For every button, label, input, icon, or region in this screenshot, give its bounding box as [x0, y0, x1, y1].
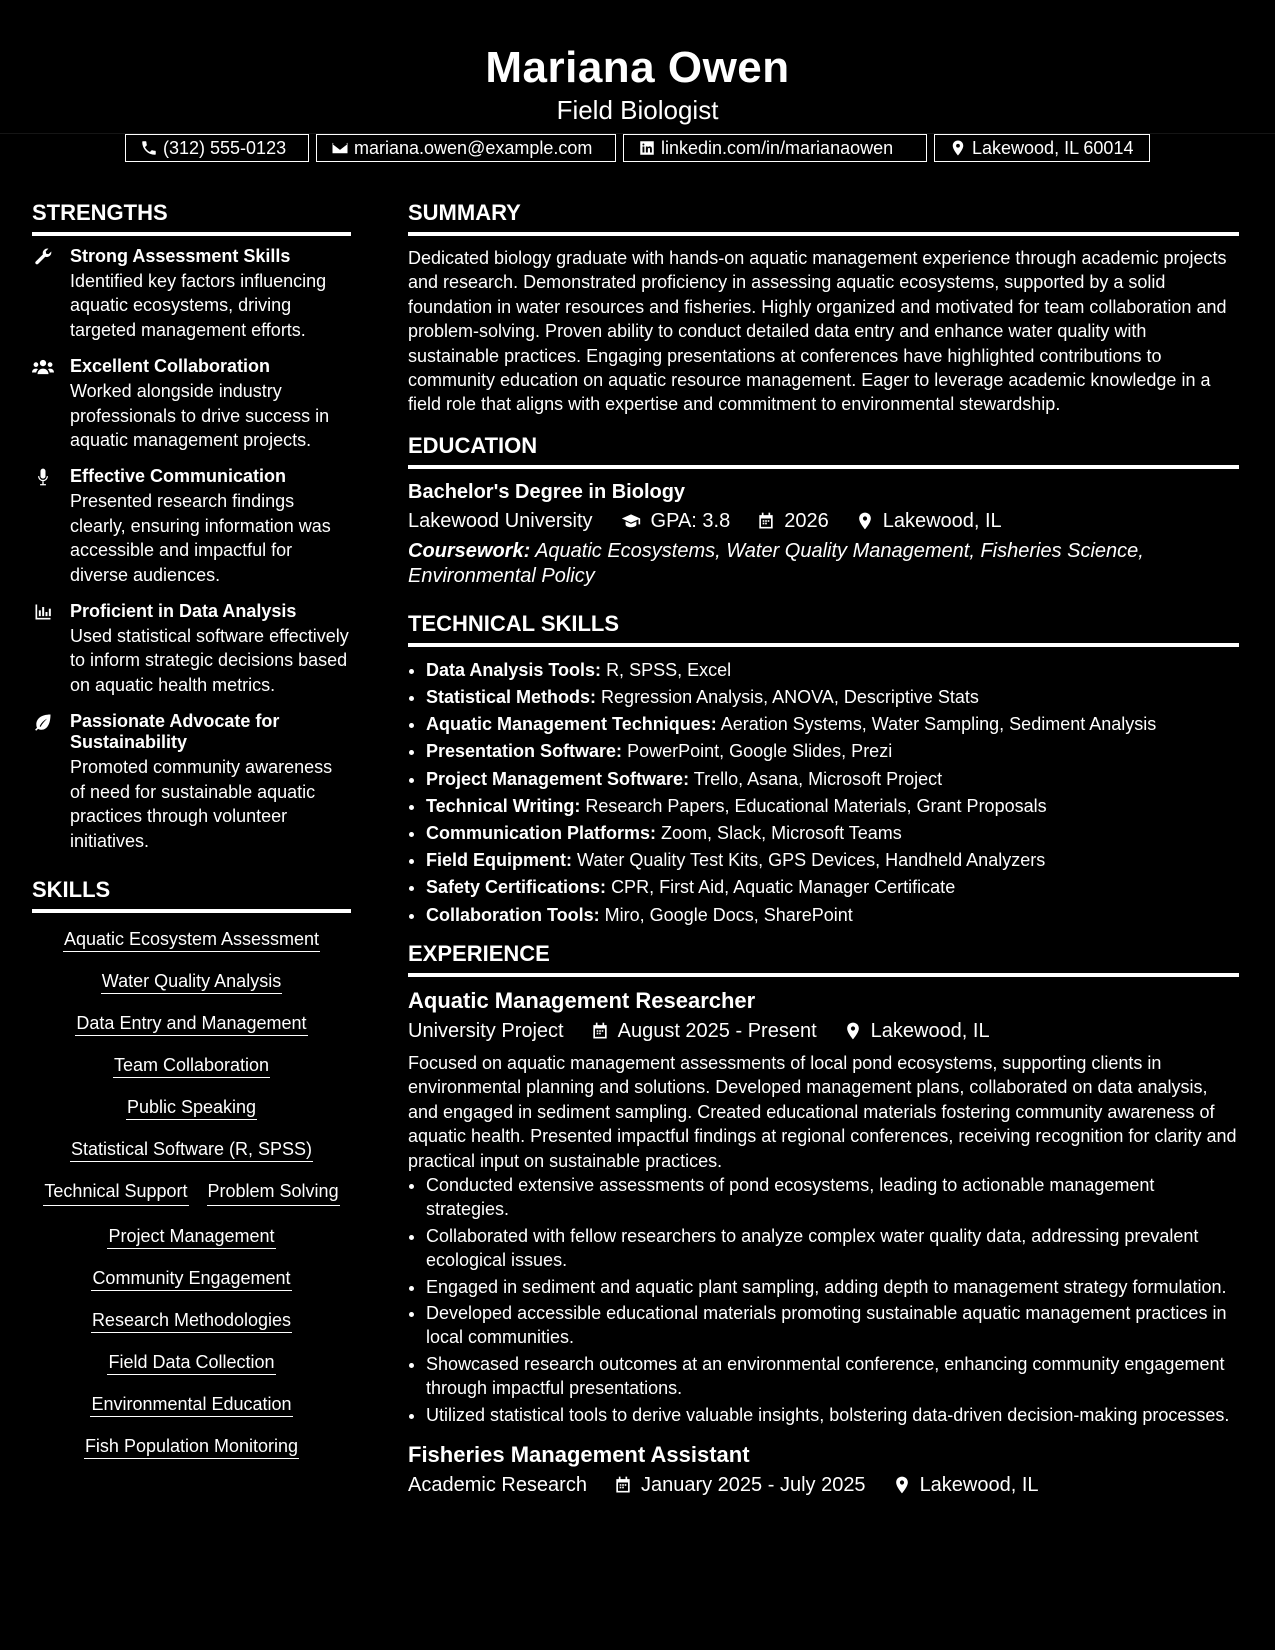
strength-item [32, 711, 351, 853]
calendar-icon [756, 511, 776, 531]
list-item: • Safety Certifications: CPR, First Aid, Aquatic Manager Certificate [426, 874, 1239, 901]
list-item: • Collaborated with fellow researchers to analyze complex water quality data, addressing prevalent ecological issues. [426, 1224, 1239, 1273]
map-pin-icon [892, 1475, 912, 1495]
job-bullets [408, 1173, 1239, 1427]
job-meta [408, 1017, 1239, 1045]
graduation-year: 2026 [784, 509, 829, 532]
contact-email[interactable] [316, 134, 616, 162]
strengths-heading: STRENGTHS [32, 200, 351, 236]
candidate-name: Mariana Owen [485, 43, 790, 92]
technical-skills-heading: TECHNICAL SKILLS [408, 611, 1239, 647]
list-item: • Developed accessible educational materials promoting sustainable aquatic management practices in local communities. [426, 1301, 1239, 1350]
skill-tag: Public Speaking [126, 1097, 257, 1120]
linkedin-icon [638, 139, 656, 157]
list-item: • Communication Platforms: Zoom, Slack, Microsoft Teams [426, 820, 1239, 847]
job-description: Focused on aquatic management assessments of local pond ecosystems, supporting clients in environmental planning and solutions. Developed management plans, collaborated on data analysis, and engaged in sediment sampling. Created educational materials fostering community awareness of aquatic health. Presented impactful findings at regional conferences, receiving recognition for clarity and practical input on sustainable practices. [408, 1052, 1237, 1171]
job-location: Lakewood, IL [870, 1019, 990, 1042]
degree-title: Bachelor's Degree in Biology [408, 480, 686, 503]
list-item: • Utilized statistical tools to derive valuable insights, bolstering data-driven decision-making processes. [426, 1403, 1239, 1427]
strength-desc: Presented research findings clearly, ensuring information was accessible and impactful for diverse audiences. [70, 491, 331, 585]
skill-tag: Water Quality Analysis [101, 971, 282, 994]
gpa-text: GPA: 3.8 [650, 509, 731, 532]
skill-tag: Project Management [107, 1226, 275, 1249]
education-heading: EDUCATION [408, 433, 1239, 469]
skill-tag: Team Collaboration [113, 1055, 270, 1078]
map-pin-icon [949, 139, 967, 157]
contact-bar [0, 134, 1275, 162]
summary-heading: SUMMARY [408, 200, 1239, 236]
list-item: • Collaboration Tools: Miro, Google Docs, SharePoint [426, 902, 1239, 929]
list-item: • Conducted extensive assessments of pond ecosystems, leading to actionable management strategies. [426, 1173, 1239, 1222]
skill-tag: Research Methodologies [91, 1310, 292, 1333]
list-item: • Engaged in sediment and aquatic plant sampling, adding depth to management strategy formulation. [426, 1275, 1239, 1299]
technical-skills-list [408, 657, 1239, 929]
linkedin-text: linkedin.com/in/marianaowen [661, 137, 894, 158]
skill-tag: Statistical Software (R, SPSS) [70, 1139, 313, 1162]
contact-location[interactable] [934, 134, 1150, 162]
strength-desc: Identified key factors influencing aquatic ecosystems, driving targeted management efforts. [70, 271, 327, 340]
users-icon [32, 357, 54, 377]
skill-tag: Field Data Collection [107, 1352, 275, 1375]
job-title: Aquatic Management Researcher [408, 987, 756, 1013]
graduation-cap-icon [619, 511, 643, 531]
strength-desc: Promoted community awareness of need for sustainable aquatic practices through volunteer initiatives. [70, 757, 333, 851]
leaf-icon [32, 712, 54, 732]
list-item: • Presentation Software: PowerPoint, Google Slides, Prezi [426, 738, 1239, 765]
coursework [408, 539, 1239, 589]
skill-tag: Data Entry and Management [75, 1013, 307, 1036]
email-text: mariana.owen@example.com [354, 137, 593, 158]
microphone-icon [32, 467, 54, 487]
resume-header [0, 0, 1275, 158]
map-pin-icon [843, 1021, 863, 1041]
job-title: Fisheries Management Assistant [408, 1441, 750, 1467]
strength-title: Strong Assessment Skills [70, 246, 291, 266]
education-meta [408, 507, 1239, 535]
job-meta [408, 1471, 1239, 1499]
coursework-list: Aquatic Ecosystems, Water Quality Management, Fisheries Science, Environmental Policy [408, 539, 1144, 587]
skill-tag: Community Engagement [91, 1268, 291, 1291]
left-column [32, 200, 351, 1458]
skill-tag: Problem Solving [207, 1179, 340, 1206]
summary-text: Dedicated biology graduate with hands-on aquatic management experience through academic projects and research. Demonstrated proficiency in assessing aquatic ecosystems, supported by a solid foundation in water resources and fisheries. Highly organized and motivated for team collaboration and problem-solving. Proven ability to conduct detailed data entry and enhance water quality with sustainable practices. Engaging presentations at conferences have highlighted contributions to community education on aquatic resource management. Eager to leverage academic knowledge in a field role that aligns with expertise and commitment to environmental stewardship. [408, 248, 1227, 415]
strength-item [32, 356, 351, 452]
list-item: • Aquatic Management Techniques: Aeration Systems, Water Sampling, Sediment Analysis [426, 711, 1239, 738]
envelope-icon [331, 139, 349, 157]
calendar-icon [590, 1021, 610, 1041]
skills-list [32, 927, 351, 1458]
right-column [408, 200, 1239, 1499]
map-pin-icon [855, 511, 875, 531]
list-item: • Technical Writing: Research Papers, Educational Materials, Grant Proposals [426, 793, 1239, 820]
strength-title: Passionate Advocate for Sustainability [70, 711, 280, 753]
skill-tag: Technical Support [43, 1179, 188, 1206]
job-dates: January 2025 - July 2025 [640, 1473, 866, 1496]
skill-tag: Fish Population Monitoring [84, 1436, 299, 1459]
strength-desc: Worked alongside industry professionals to drive success in aquatic management projects. [70, 381, 330, 451]
bar-chart-icon [32, 602, 54, 622]
strength-item [32, 466, 351, 587]
list-item: • Project Management Software: Trello, Asana, Microsoft Project [426, 766, 1239, 793]
strength-item [32, 246, 351, 342]
skills-heading: SKILLS [32, 877, 351, 913]
strength-title: Effective Communication [70, 466, 287, 487]
experience-heading: EXPERIENCE [408, 941, 1239, 977]
candidate-title: Field Biologist [556, 95, 719, 125]
school-name: Lakewood University [408, 509, 593, 532]
skill-tag: Environmental Education [90, 1394, 292, 1417]
phone-text: (312) 555-0123 [163, 137, 287, 158]
wrench-icon [32, 247, 54, 267]
job-org: Academic Research [408, 1473, 587, 1496]
calendar-icon [613, 1475, 633, 1495]
phone-icon [140, 139, 158, 157]
contact-linkedin[interactable] [623, 134, 927, 162]
skill-tag: Aquatic Ecosystem Assessment [63, 929, 320, 952]
list-item: • Data Analysis Tools: R, SPSS, Excel [426, 657, 1239, 684]
education-location: Lakewood, IL [882, 509, 1002, 532]
strength-title: Proficient in Data Analysis [70, 601, 297, 622]
list-item: • Showcased research outcomes at an environmental conference, enhancing community engagement through impactful presentations. [426, 1352, 1239, 1401]
job-org: University Project [408, 1019, 564, 1042]
strength-title: Excellent Collaboration [70, 356, 271, 377]
job-dates: August 2025 - Present [617, 1019, 817, 1042]
job-location: Lakewood, IL [919, 1473, 1039, 1496]
list-item: • Field Equipment: Water Quality Test Kits, GPS Devices, Handheld Analyzers [426, 847, 1239, 874]
strength-desc: Used statistical software effectively to inform strategic decisions based on aquatic health metrics. [70, 626, 349, 695]
strength-item [32, 601, 351, 697]
list-item: • Statistical Methods: Regression Analysis, ANOVA, Descriptive Stats [426, 684, 1239, 711]
coursework-label: Coursework: [408, 539, 531, 562]
contact-phone[interactable] [125, 134, 309, 162]
location-text: Lakewood, IL 60014 [972, 137, 1134, 158]
